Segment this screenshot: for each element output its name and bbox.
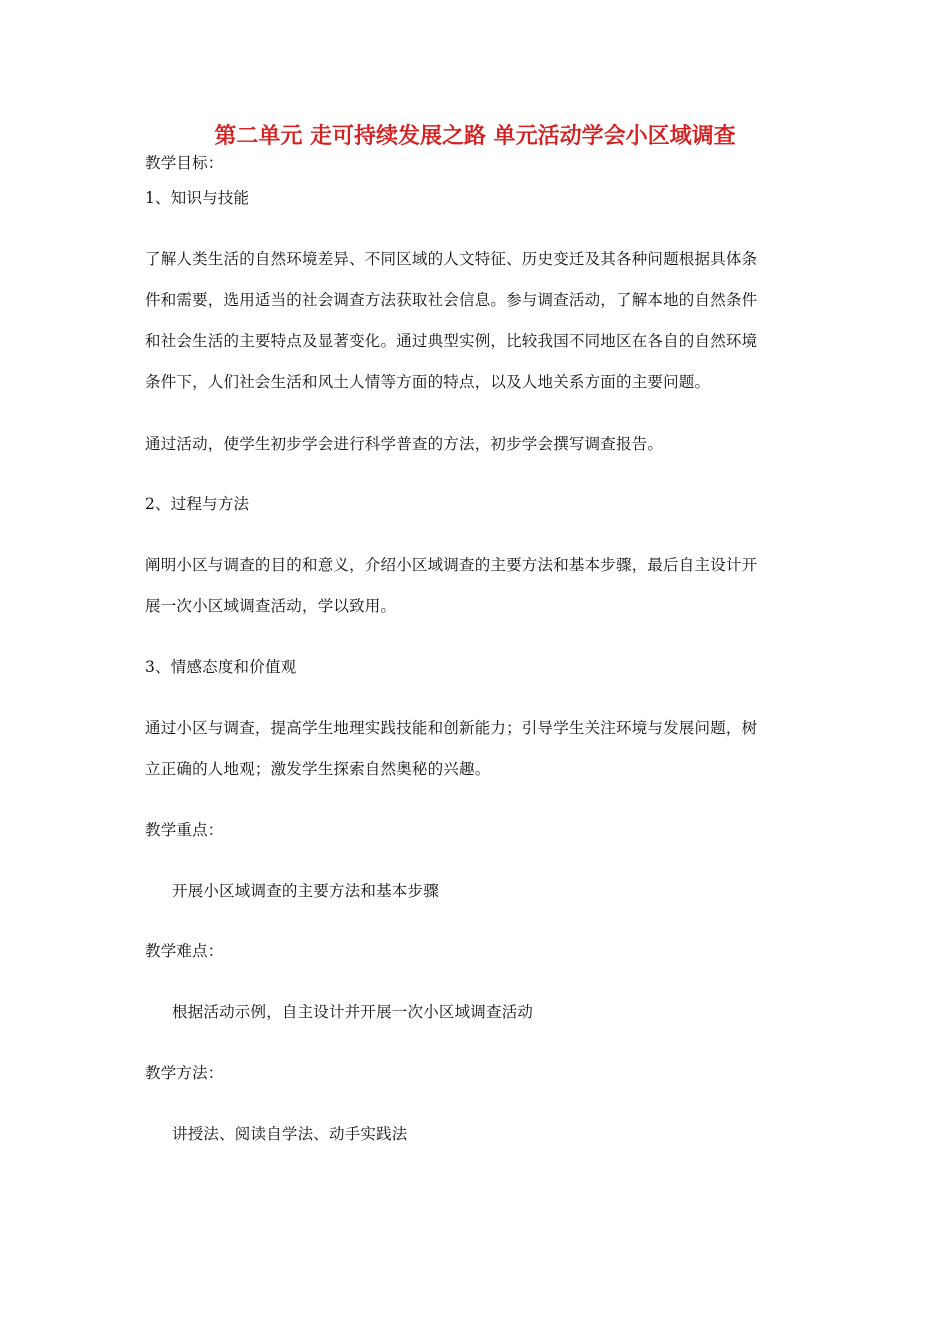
paragraph-line: 通过活动，使学生初步学会进行科学普查的方法，初步学会撰写调查报告。 — [145, 435, 664, 453]
paragraph-line: 了解人类生活的自然环境差异、不同区域的人文特征、历史变迁及其各种问题根据具体条 — [145, 250, 758, 268]
section-knowledge-heading: 1、知识与技能 — [145, 189, 250, 207]
paragraph-line: 和社会生活的主要特点及显著变化。通过典型实例，比较我国不同地区在各自的自然环境 — [145, 332, 758, 350]
paragraph-line: 阐明小区与调查的目的和意义，介绍小区域调查的主要方法和基本步骤，最后自主设计开 — [145, 556, 758, 574]
methods-text: 讲授法、阅读自学法、动手实践法 — [172, 1125, 408, 1143]
section-values-heading: 3、情感态度和价值观 — [145, 658, 297, 676]
difficulties-text: 根据活动示例，自主设计并开展一次小区域调查活动 — [172, 1003, 534, 1021]
paragraph-line: 条件下，人们社会生活和风土人情等方面的特点，以及人地关系方面的主要问题。 — [145, 373, 711, 391]
section-process-heading: 2、过程与方法 — [145, 495, 250, 513]
paragraph-line: 件和需要，选用适当的社会调查方法获取社会信息。参与调查活动，了解本地的自然条件 — [145, 291, 758, 309]
document-title: 第二单元 走可持续发展之路 单元活动学会小区域调查 — [214, 123, 736, 149]
paragraph-line: 通过小区与调查，提高学生地理实践技能和创新能力；引导学生关注环境与发展问题，树 — [145, 719, 758, 737]
difficulties-heading: 教学难点： — [145, 942, 224, 960]
objectives-heading: 教学目标： — [145, 154, 224, 172]
key-points-text: 开展小区域调查的主要方法和基本步骤 — [172, 882, 439, 900]
methods-heading: 教学方法： — [145, 1064, 224, 1082]
paragraph-line: 展一次小区域调查活动，学以致用。 — [145, 597, 397, 615]
paragraph-line: 立正确的人地观；激发学生探索自然奥秘的兴趣。 — [145, 760, 491, 778]
key-points-heading: 教学重点： — [145, 821, 224, 839]
